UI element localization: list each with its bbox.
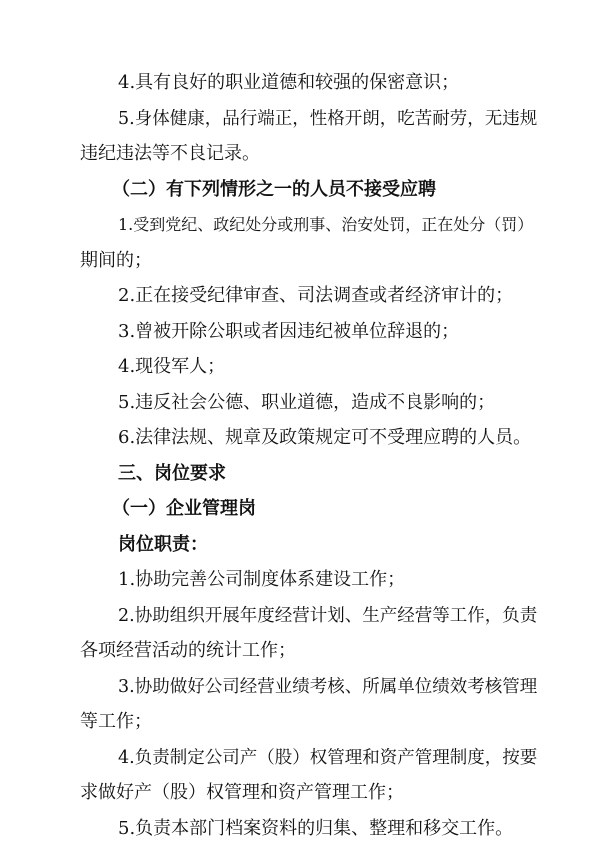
paragraph-line: 4.负责制定公司产（股）权管理和资产管理制度，按要	[118, 747, 538, 768]
subsection-heading: 岗位职责：	[118, 533, 208, 555]
section-heading: 三、岗位要求	[118, 462, 226, 484]
paragraph-line: 5.违反社会公德、职业道德，造成不良影响的；	[118, 391, 496, 413]
paragraph-line: 6.法律法规、规章及政策规定可不受理应聘的人员。	[118, 427, 532, 448]
paragraph-line: 各项经营活动的统计工作；	[80, 640, 296, 661]
paragraph-line: 2.协助组织开展年度经营计划、生产经营等工作，负责	[118, 605, 538, 626]
paragraph-line: 1.受到党纪、政纪处分或刑事、治安处罚，正在处分（罚）	[118, 215, 534, 234]
paragraph-line: 2.正在接受纪律审查、司法调查或者经济审计的；	[118, 285, 514, 306]
paragraph-line: 1.协助完善公司制度体系建设工作；	[118, 569, 406, 590]
paragraph-line: 等工作；	[80, 711, 152, 732]
paragraph-line: 期间的；	[80, 249, 152, 271]
subsection-heading: （一）企业管理岗	[112, 498, 256, 519]
paragraph-line: 违纪违法等不良记录。	[80, 143, 260, 164]
paragraph-line: 5.身体健康，品行端正，性格开朗，吃苦耐劳，无违规	[118, 108, 538, 129]
section-heading: （二）有下列情形之一的人员不接受应聘	[112, 178, 436, 200]
paragraph-line: 4.具有良好的职业道德和较强的保密意识；	[118, 72, 460, 93]
paragraph-line: 求做好产（股）权管理和资产管理工作；	[80, 782, 404, 803]
paragraph-line: 4.现役军人；	[118, 356, 226, 377]
paragraph-line: 3.协助做好公司经营业绩考核、所属单位绩效考核管理	[118, 676, 538, 697]
paragraph-line: 3.曾被开除公职或者因违纪被单位辞退的；	[118, 320, 460, 342]
paragraph-line: 5.负责本部门档案资料的归集、整理和移交工作。	[118, 817, 514, 839]
